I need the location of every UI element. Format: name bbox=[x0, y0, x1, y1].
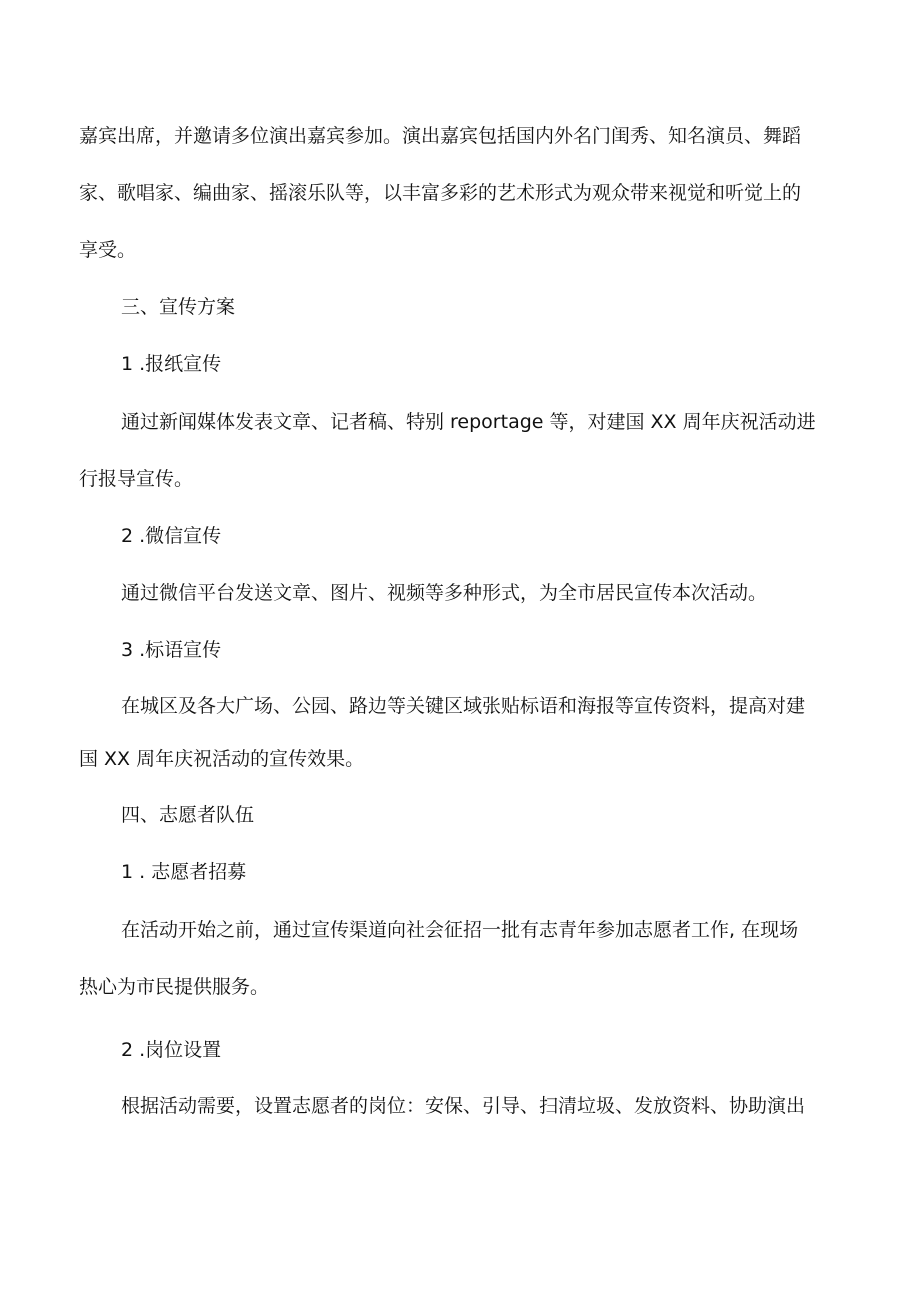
subsection-heading: 1 . 志愿者招募 bbox=[121, 861, 247, 883]
section-heading: 三、宣传方案 bbox=[121, 296, 236, 318]
paragraph-line: 嘉宾出席，并邀请多位演出嘉宾参加。演出嘉宾包括国内外名门闺秀、知名演员、舞蹈 bbox=[79, 125, 802, 147]
paragraph-line: 国 XX 周年庆祝活动的宣传效果。 bbox=[79, 748, 365, 770]
paragraph-line: 通过新闻媒体发表文章、记者稿、特别 reportage 等，对建国 XX 周年庆祝活动进 bbox=[121, 411, 816, 433]
paragraph-line: 享受。 bbox=[79, 239, 137, 261]
paragraph-line: 通过微信平台发送文章、图片、视频等多种形式，为全市居民宣传本次活动。 bbox=[121, 582, 768, 604]
subsection-heading: 2 .岗位设置 bbox=[121, 1039, 222, 1061]
paragraph-line: 行报导宣传。 bbox=[79, 468, 194, 490]
paragraph-line: 热心为市民提供服务。 bbox=[79, 976, 270, 998]
paragraph-line: 家、歌唱家、编曲家、摇滚乐队等，以丰富多彩的艺术形式为观众带来视觉和听觉上的 bbox=[79, 182, 802, 204]
paragraph-line: 在活动开始之前，通过宣传渠道向社会征招一批有志青年参加志愿者工作, 在现场 bbox=[121, 919, 799, 941]
section-heading: 四、志愿者队伍 bbox=[121, 804, 255, 826]
subsection-heading: 1 .报纸宣传 bbox=[121, 353, 222, 375]
subsection-heading: 2 .微信宣传 bbox=[121, 525, 222, 547]
subsection-heading: 3 .标语宣传 bbox=[121, 639, 222, 661]
paragraph-line: 在城区及各大广场、公园、路边等关键区域张贴标语和海报等宣传资料，提高对建 bbox=[121, 695, 806, 717]
paragraph-line: 根据活动需要，设置志愿者的岗位：安保、引导、扫清垃圾、发放资料、协助演出 bbox=[121, 1095, 806, 1117]
